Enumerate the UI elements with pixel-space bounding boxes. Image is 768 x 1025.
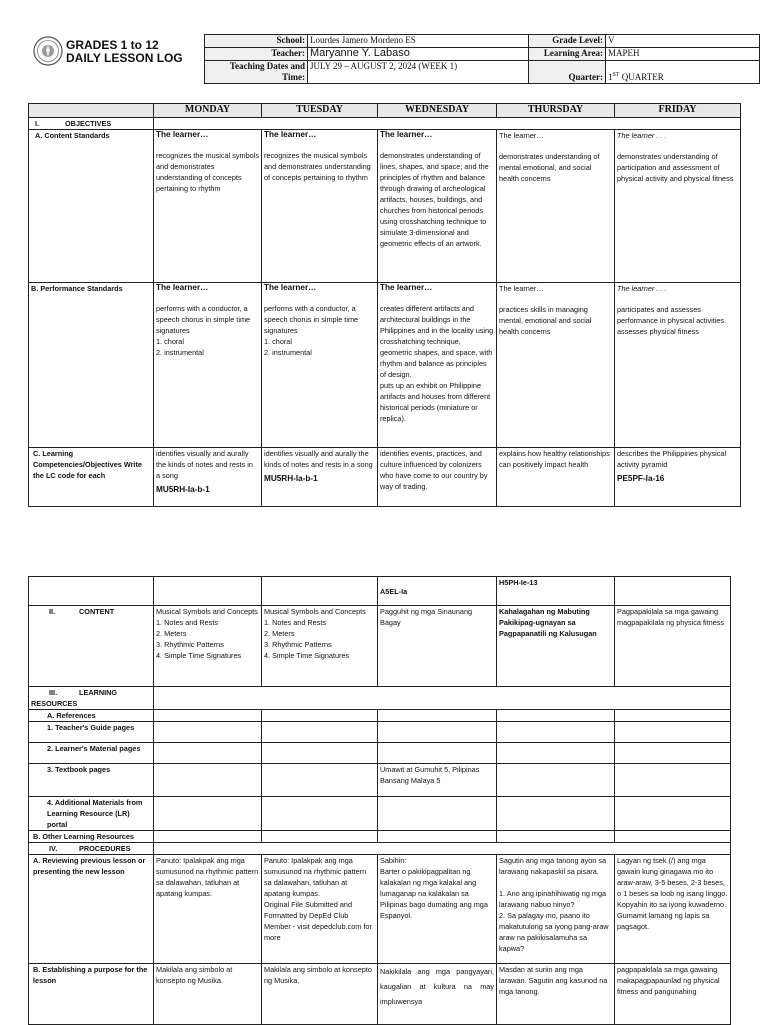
grade-level-label: Grade Level: bbox=[529, 35, 606, 48]
references-friday bbox=[615, 710, 731, 722]
content-thursday: Kahalagahan ng Mabuting Pakikipag-ugnayan sa Pagpapanatili ng Kalusugan bbox=[497, 606, 615, 687]
procedures-label bbox=[29, 843, 154, 855]
tb-thursday bbox=[497, 764, 615, 797]
code-friday bbox=[615, 577, 731, 606]
review-row bbox=[29, 855, 731, 964]
quarter-number: 1 bbox=[608, 72, 613, 82]
performance-standards-label: B. Performance Standards bbox=[29, 283, 154, 448]
performance-standards-row bbox=[29, 283, 741, 448]
am-thursday bbox=[497, 797, 615, 831]
quarter-superscript: ST bbox=[612, 72, 620, 78]
corner-cell bbox=[29, 104, 154, 118]
quarter-word: QUARTER bbox=[619, 72, 664, 82]
performance-standard-monday bbox=[154, 283, 262, 448]
grade-level-value: V bbox=[606, 35, 760, 48]
teaching-dates-label: Teaching Dates and Time: bbox=[205, 61, 308, 84]
form-title-line1: GRADES 1 to 12 bbox=[66, 38, 159, 52]
school-value: Lourdes Jamero Mordeno ES bbox=[308, 35, 529, 48]
performance-standard-thursday bbox=[497, 283, 615, 448]
days-header-row bbox=[29, 104, 741, 118]
textbook-label: 3. Textbook pages bbox=[29, 764, 154, 797]
procedures-title: PROCEDURES bbox=[79, 844, 131, 853]
objectives-heading-row bbox=[29, 118, 741, 130]
day-monday: MONDAY bbox=[154, 104, 262, 118]
objectives-num: I. bbox=[35, 119, 40, 128]
tg-friday bbox=[615, 722, 731, 743]
content-standard-text: recognizes the musical symbols and demonstrates understanding of concepts pertaining to rhythm bbox=[264, 151, 371, 182]
form-title-line2: DAILY LESSON LOG bbox=[66, 51, 183, 65]
competency-text: explains how healthy relationships can positively impact health bbox=[499, 449, 610, 469]
learning-area-label: Learning Area: bbox=[529, 48, 606, 61]
references-wednesday bbox=[378, 710, 497, 722]
performance-standard-text: performs with a conductor, a speech chorus in simple time signatures 1. choral 2. instrumental bbox=[264, 304, 359, 357]
content-num: II. bbox=[49, 607, 56, 616]
learners-material-label: 2. Learner's Material pages bbox=[29, 743, 154, 764]
code-thursday: H5PH-Ie-13 bbox=[497, 577, 615, 606]
tb-tuesday bbox=[262, 764, 378, 797]
references-row bbox=[29, 710, 731, 722]
purpose-thursday: Masdan at suriin ang mga larawan. Sagutin ang kasunod na mga tanong. bbox=[497, 964, 615, 1025]
competency-text: identifies visually and aurally the kinds of notes and rests in a song bbox=[264, 449, 373, 469]
purpose-label: B. Establishing a purpose for the lesson bbox=[29, 964, 154, 1025]
codes-label-cell bbox=[29, 577, 154, 606]
performance-standard-text: performs with a conductor, a speech chorus in simple time signatures 1. choral 2. instrumental bbox=[156, 304, 251, 357]
teachers-guide-row bbox=[29, 722, 731, 743]
or-tuesday bbox=[262, 831, 378, 843]
review-friday: Lagyan ng tsek (/) ang mga gawain kung ginagawa mo ito araw-araw, 3-5 beses, 2-3 beses, o 1 beses sa loob ng isang linggo. Kopyahin ito sa iyong kuwaderno. Gumamit lamang ng lapis sa pagsagot. bbox=[615, 855, 731, 964]
content-standards-label: A. Content Standards bbox=[29, 130, 154, 283]
lm-wednesday bbox=[378, 743, 497, 764]
resources-label bbox=[29, 687, 154, 710]
performance-standard-text: participates and assesses performance in physical activities. assesses physical fitness bbox=[617, 305, 727, 336]
competency-text: identifies visually and aurally the kinds of notes and rests in a song bbox=[156, 449, 253, 480]
content-standard-monday bbox=[154, 130, 262, 283]
teacher-label: Teacher: bbox=[205, 48, 308, 61]
lm-thursday bbox=[497, 743, 615, 764]
teacher-value: Maryanne Y. Labaso bbox=[308, 48, 529, 61]
objectives-title: OBJECTIVES bbox=[65, 119, 112, 128]
content-row bbox=[29, 606, 731, 687]
content-standard-tuesday bbox=[262, 130, 378, 283]
code-wednesday: A5EL-Ia bbox=[378, 577, 497, 606]
performance-standard-text: practices skills in managing mental, emotional and social health concerns bbox=[499, 305, 592, 336]
references-tuesday bbox=[262, 710, 378, 722]
learner-lead: The learner… bbox=[156, 130, 209, 139]
or-thursday bbox=[497, 831, 615, 843]
content-title: CONTENT bbox=[79, 607, 115, 616]
day-thursday: THURSDAY bbox=[497, 104, 615, 118]
tg-tuesday bbox=[262, 722, 378, 743]
lm-friday bbox=[615, 743, 731, 764]
learning-area-value: MAPEH bbox=[606, 48, 760, 61]
resources-title: LEARNING RESOURCES bbox=[31, 688, 118, 708]
performance-standard-friday bbox=[615, 283, 741, 448]
am-monday bbox=[154, 797, 262, 831]
deped-seal-logo bbox=[33, 36, 63, 66]
review-wednesday: Sabihin: Barter o pakikipagpalitan ng kalakalan ng mga kalakal ang lumaganap na kalakalan sa Pilipinas bago dumating ang mga Espanyol. bbox=[378, 855, 497, 964]
tb-monday bbox=[154, 764, 262, 797]
objectives-table bbox=[28, 103, 741, 507]
competencies-label: C. Learning Competencies/Objectives Write the LC code for each bbox=[29, 448, 154, 507]
procedures-num: IV. bbox=[49, 844, 58, 853]
school-label: School: bbox=[205, 35, 308, 48]
tg-monday bbox=[154, 722, 262, 743]
learner-lead: The learner… bbox=[264, 283, 317, 292]
day-wednesday: WEDNESDAY bbox=[378, 104, 497, 118]
competency-wednesday bbox=[378, 448, 497, 507]
day-tuesday: TUESDAY bbox=[262, 104, 378, 118]
performance-standard-tuesday bbox=[262, 283, 378, 448]
content-friday: Pagpapakilala sa mga gawaing magpapakilala ng physica fitness bbox=[615, 606, 731, 687]
codes-row bbox=[29, 577, 731, 606]
quarter-value bbox=[606, 61, 760, 84]
references-label: A. References bbox=[29, 710, 154, 722]
am-wednesday bbox=[378, 797, 497, 831]
content-standards-row bbox=[29, 130, 741, 283]
competency-code: PE5PF-Ia-16 bbox=[617, 474, 665, 483]
procedures-span bbox=[154, 843, 731, 855]
objectives-heading bbox=[29, 118, 154, 130]
lesson-plan-table bbox=[28, 576, 731, 1025]
learner-lead: The learner… bbox=[264, 130, 317, 139]
learner-lead: The learner… bbox=[380, 130, 433, 139]
learner-lead: The learner… bbox=[380, 283, 433, 292]
tg-wednesday bbox=[378, 722, 497, 743]
content-standard-text: recognizes the musical symbols and demonstrates understanding of concepts pertaining to rhythm bbox=[156, 151, 260, 193]
objectives-heading-span bbox=[154, 118, 741, 130]
performance-standard-text: creates different artifacts and architectural buildings in the Philippines and in the locality using crosshatching technique, geometric shapes, and space, with rhythm and balance as principles of design. puts up an exhibit on Philippine artifacts and houses from different historical periods (miniature or replica). bbox=[380, 304, 494, 423]
quarter-label: Quarter: bbox=[529, 61, 606, 84]
textbook-row bbox=[29, 764, 731, 797]
form-title bbox=[66, 39, 183, 65]
review-monday: Panuto: Ipalakpak ang mga sumusunod na rhythmic pattern sa dalawahan, tatluhan at apatang kumpas. bbox=[154, 855, 262, 964]
review-tuesday: Panuto: Ipalakpak ang mga sumusunod na rhythmic pattern sa dalawahan, tatluhan at apatang kumpas. Original File Submitted and Formatted by DepEd Club Member - visit depedclub.com for more bbox=[262, 855, 378, 964]
content-wednesday: Pagguhit ng mga Sinaunang Bagay bbox=[378, 606, 497, 687]
review-thursday: Sagutin ang mga tanong ayon sa larawang nakapaskil sa pisara. 1. Ano ang ipinahihiwatig ng mga larawang nabuo ninyo? 2. Sa palagay mo, paano ito makatutulong sa iyong pang-araw araw na pakikisalamuha sa kapwa? bbox=[497, 855, 615, 964]
learner-lead: The learner . . . bbox=[617, 284, 667, 293]
tg-thursday bbox=[497, 722, 615, 743]
other-resources-row bbox=[29, 831, 731, 843]
content-standard-text: demonstrates understanding of mental emotional, and social health concerns bbox=[499, 152, 600, 183]
teaching-dates-value: JULY 29 – AUGUST 2, 2024 (WEEK 1) bbox=[308, 61, 529, 84]
competency-code: MU5RH-Ia-b-1 bbox=[264, 474, 318, 483]
competency-tuesday bbox=[262, 448, 378, 507]
learner-lead: The learner . . . bbox=[617, 131, 667, 140]
header-info-table bbox=[204, 34, 760, 84]
content-standard-text: demonstrates understanding of participation and assessment of physical activity and physical fitness bbox=[617, 152, 734, 183]
competency-code: MU5RH-Ia-b-1 bbox=[156, 485, 210, 494]
learner-lead: The learner… bbox=[499, 131, 544, 140]
competency-text: describes the Philippines physical activity pyramid bbox=[617, 449, 727, 469]
tb-friday bbox=[615, 764, 731, 797]
or-monday bbox=[154, 831, 262, 843]
additional-materials-row bbox=[29, 797, 731, 831]
resources-span bbox=[154, 687, 731, 710]
code-tuesday bbox=[262, 577, 378, 606]
lm-monday bbox=[154, 743, 262, 764]
content-monday: Musical Symbols and Concepts 1. Notes and Rests 2. Meters 3. Rhythmic Patterns 4. Simple Time Signatures bbox=[154, 606, 262, 687]
am-tuesday bbox=[262, 797, 378, 831]
competency-text: identifies events, practices, and culture influenced by colonizers who have come to our country by way of trading. bbox=[380, 449, 488, 491]
competency-friday bbox=[615, 448, 741, 507]
performance-standard-wednesday bbox=[378, 283, 497, 448]
content-standard-wednesday bbox=[378, 130, 497, 283]
teachers-guide-label: 1. Teacher's Guide pages bbox=[29, 722, 154, 743]
competency-monday bbox=[154, 448, 262, 507]
content-standard-thursday bbox=[497, 130, 615, 283]
code-monday bbox=[154, 577, 262, 606]
resources-heading-row bbox=[29, 687, 731, 710]
purpose-friday: pagpapakilala sa mga gawaing makapagpapaunlad ng physical fitness and pangunahing bbox=[615, 964, 731, 1025]
purpose-tuesday: Makilala ang simbolo at konsepto ng Musika. bbox=[262, 964, 378, 1025]
purpose-monday: Makilala ang simbolo at konsepto ng Musika. bbox=[154, 964, 262, 1025]
review-label: A. Reviewing previous lesson or presenting the new lesson bbox=[29, 855, 154, 964]
or-friday bbox=[615, 831, 731, 843]
purpose-row bbox=[29, 964, 731, 1025]
content-tuesday: Musical Symbols and Concepts 1. Notes and Rests 2. Meters 3. Rhythmic Patterns 4. Simple Time Signatures bbox=[262, 606, 378, 687]
competency-thursday bbox=[497, 448, 615, 507]
references-monday bbox=[154, 710, 262, 722]
resources-num: III. bbox=[49, 688, 58, 697]
lm-tuesday bbox=[262, 743, 378, 764]
content-label bbox=[29, 606, 154, 687]
purpose-wednesday: Nakikilala ang mga pangyayari, kaugalian at kultura na may impluwensya bbox=[378, 964, 497, 1025]
additional-materials-label: 4. Additional Materials from Learning Resource (LR) portal bbox=[29, 797, 154, 831]
other-resources-label: B. Other Learning Resources bbox=[29, 831, 154, 843]
day-friday: FRIDAY bbox=[615, 104, 741, 118]
content-standard-friday bbox=[615, 130, 741, 283]
content-standard-text: demonstrates understanding of lines, shapes, and space; and the principles of rhythm and balance through drawing of archeological artifacts, houses, buildings, and churches from historical periods using crosshatching technique to simulate 3-dimensional and geometric effects of an artwork. bbox=[380, 151, 489, 248]
references-thursday bbox=[497, 710, 615, 722]
competencies-row bbox=[29, 448, 741, 507]
learner-lead: The learner… bbox=[499, 284, 544, 293]
tb-wednesday: Umawit at Gumuhit 5, Pilipinas Bansang Malaya 5 bbox=[378, 764, 497, 797]
am-friday bbox=[615, 797, 731, 831]
learners-material-row bbox=[29, 743, 731, 764]
learner-lead: The learner… bbox=[156, 283, 209, 292]
or-wednesday bbox=[378, 831, 497, 843]
procedures-heading-row bbox=[29, 843, 731, 855]
